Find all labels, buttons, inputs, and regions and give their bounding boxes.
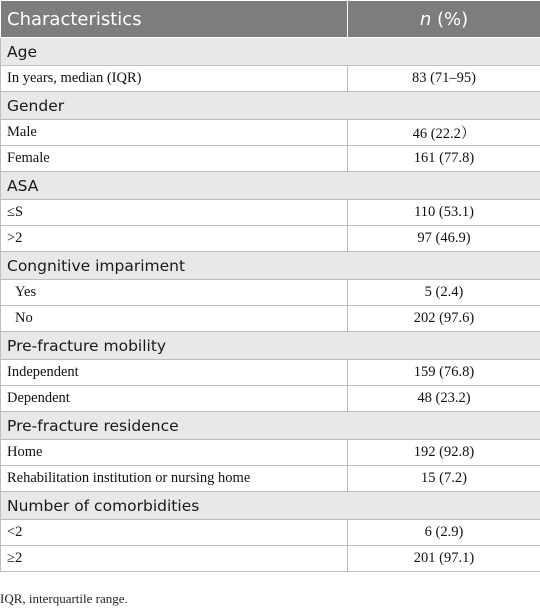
row-value: 48 (23.2) xyxy=(348,386,540,412)
table-row xyxy=(1,306,540,332)
row-value: 161 (77.8) xyxy=(348,146,540,172)
table-row xyxy=(1,66,540,92)
row-label: Rehabilitation institution or nursing home xyxy=(1,466,348,492)
row-label: Dependent xyxy=(1,386,348,412)
section-title: Pre-fracture mobility xyxy=(1,332,540,360)
row-value: 110 (53.1) xyxy=(348,200,540,226)
table-footnote: IQR, interquartile range. xyxy=(0,591,128,606)
table-row xyxy=(1,120,540,146)
row-label: >2 xyxy=(1,226,348,252)
table-row xyxy=(1,520,540,546)
header-n: n xyxy=(419,8,432,30)
section-row xyxy=(1,172,540,200)
row-label: Home xyxy=(1,440,348,466)
row-label: Female xyxy=(1,146,348,172)
row-value: 159 (76.8) xyxy=(348,360,540,386)
section-title: ASA xyxy=(1,172,540,200)
table-row xyxy=(1,200,540,226)
table-row xyxy=(1,546,540,572)
row-value: 192 (92.8) xyxy=(348,440,540,466)
section-row xyxy=(1,92,540,120)
section-row xyxy=(1,332,540,360)
table-row xyxy=(1,466,540,492)
row-label: Yes xyxy=(1,280,348,306)
section-title: Congnitive impariment xyxy=(1,252,540,280)
row-value: 83 (71–95) xyxy=(348,66,540,92)
table-row xyxy=(1,386,540,412)
table-row xyxy=(1,360,540,386)
row-value: 5 (2.4) xyxy=(348,280,540,306)
table-row xyxy=(1,440,540,466)
row-label: <2 xyxy=(1,520,348,546)
row-label: Independent xyxy=(1,360,348,386)
table-body xyxy=(1,38,540,572)
row-value: 6 (2.9) xyxy=(348,520,540,546)
row-label: No xyxy=(1,306,348,332)
section-title: Number of comorbidities xyxy=(1,492,540,520)
section-title: Age xyxy=(1,38,540,66)
table-row xyxy=(1,146,540,172)
section-row xyxy=(1,412,540,440)
header-percent: (%) xyxy=(431,8,469,30)
row-label: ≥2 xyxy=(1,546,348,572)
section-row xyxy=(1,252,540,280)
table-header-row xyxy=(1,1,540,38)
section-title: Pre-fracture residence xyxy=(1,412,540,440)
section-title: Gender xyxy=(1,92,540,120)
header-characteristics: Characteristics xyxy=(1,1,348,38)
row-label: In years, median (IQR) xyxy=(1,66,348,92)
section-row xyxy=(1,38,540,66)
row-label: ≤S xyxy=(1,200,348,226)
table-row xyxy=(1,226,540,252)
section-row xyxy=(1,492,540,520)
row-value: 15 (7.2) xyxy=(348,466,540,492)
row-value: 201 (97.1) xyxy=(348,546,540,572)
row-value: 46 (22.2） xyxy=(348,120,540,146)
row-label: Male xyxy=(1,120,348,146)
header-n-percent xyxy=(348,1,540,38)
row-value: 97 (46.9) xyxy=(348,226,540,252)
table-row xyxy=(1,280,540,306)
row-value: 202 (97.6) xyxy=(348,306,540,332)
